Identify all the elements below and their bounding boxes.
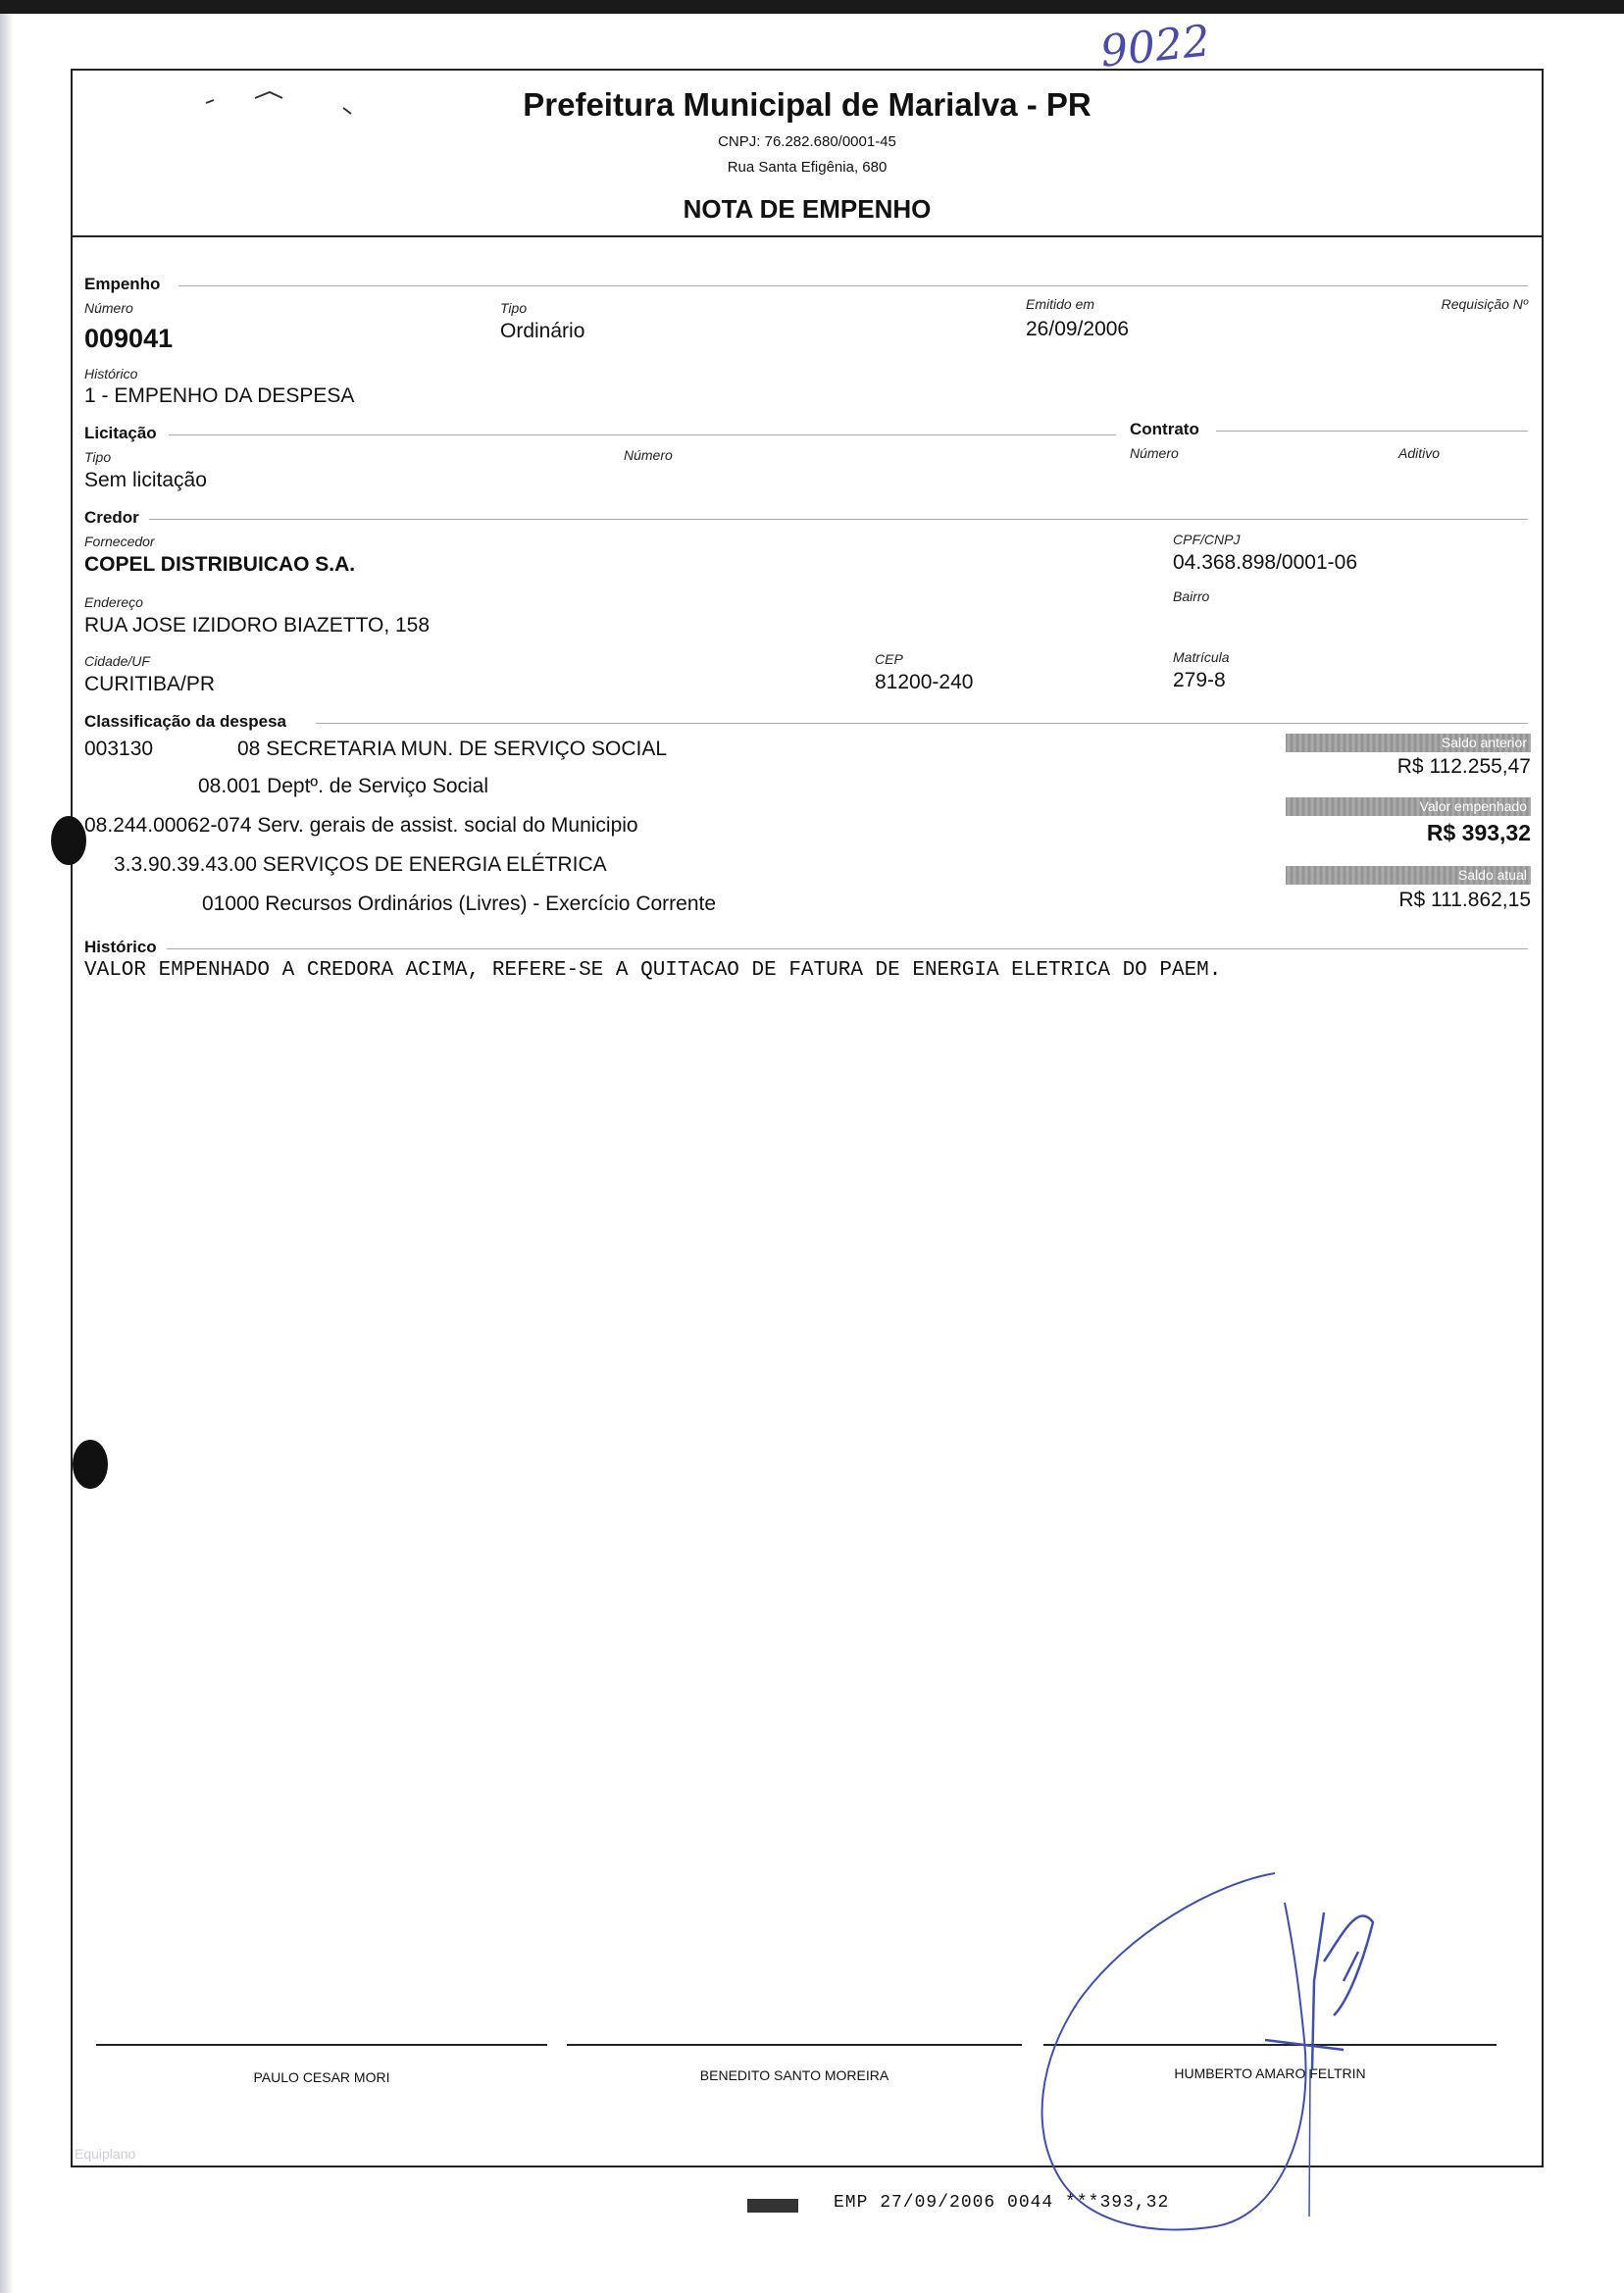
classificacao-unidade: 08.001 Deptº. de Serviço Social — [198, 775, 489, 797]
classificacao-elemento: 3.3.90.39.43.00 SERVIÇOS DE ENERGIA ELÉTRICA — [114, 853, 607, 876]
classificacao-recurso: 01000 Recursos Ordinários (Livres) - Exercício Corrente — [202, 892, 717, 915]
signature-line — [567, 2044, 1022, 2046]
fornecedor-name: COPEL DISTRIBUICAO S.A. — [84, 553, 356, 576]
section-rule — [178, 285, 1528, 286]
section-historico: Histórico — [84, 938, 157, 956]
classificacao-funcional: 08.244.00062-074 Serv. gerais de assist. social do Municipio — [84, 814, 638, 837]
empenho-tipo: Ordinário — [500, 320, 585, 342]
empenho-numero-label: Número — [84, 300, 133, 316]
saldo-atual-label: Saldo atual — [1286, 866, 1531, 885]
section-credor: Credor — [84, 508, 139, 527]
section-rule — [149, 519, 1528, 520]
classificacao-code: 003130 — [84, 738, 154, 760]
matricula-label: Matrícula — [1173, 649, 1230, 665]
header-divider — [71, 235, 1544, 237]
bairro-label: Bairro — [1173, 588, 1210, 604]
empenho-tipo-label: Tipo — [500, 300, 528, 316]
signatory-3: HUMBERTO AMARO FELTRIN — [1174, 2065, 1366, 2081]
valor-empenhado-value: R$ 393,32 — [1426, 820, 1531, 845]
cnpj-label: CPF/CNPJ — [1173, 532, 1241, 547]
emitido-date: 26/09/2006 — [1026, 318, 1130, 340]
contrato-aditivo-label: Aditivo — [1398, 445, 1441, 461]
municipality-address: Rua Santa Efigênia, 680 — [727, 159, 888, 176]
document-title: NOTA DE EMPENHO — [683, 194, 932, 224]
credor-cnpj: 04.368.898/0001-06 — [1173, 551, 1358, 574]
section-empenho: Empenho — [84, 275, 161, 293]
handwritten-signature — [1020, 1844, 1393, 2246]
signatory-2: BENEDITO SANTO MOREIRA — [699, 2067, 889, 2083]
bank-authentication-stamp: EMP 27/09/2006 0044 ***393,32 — [834, 2193, 1170, 2213]
licitacao-numero-label: Número — [624, 447, 673, 463]
section-licitacao: Licitação — [84, 424, 157, 442]
cidade-label: Cidade/UF — [84, 653, 150, 669]
historico-text: VALOR EMPENHADO A CREDORA ACIMA, REFERE-SE A QUITACAO DE FATURA DE ENERGIA ELETRICA DO PAEM. — [84, 959, 1222, 982]
stamp-mark — [747, 2199, 798, 2213]
section-rule — [169, 434, 1116, 435]
empenho-numero: 009041 — [84, 324, 174, 353]
cep-label: CEP — [875, 651, 903, 667]
punch-hole — [51, 816, 86, 865]
requisicao-label: Requisição Nº — [1441, 296, 1528, 312]
contrato-numero-label: Número — [1130, 445, 1179, 461]
signature-line — [96, 2044, 547, 2046]
saldo-anterior-value: R$ 112.255,47 — [1396, 755, 1531, 778]
valor-empenhado-label: Valor empenhado — [1286, 797, 1531, 816]
section-rule — [316, 723, 1528, 724]
credor-cidade: CURITIBA/PR — [84, 673, 216, 695]
credor-endereco: RUA JOSE IZIDORO BIAZETTO, 158 — [84, 614, 431, 637]
section-classificacao: Classificação da despesa — [84, 712, 287, 731]
historico-label: Histórico — [84, 366, 138, 382]
scan-top-band — [0, 0, 1624, 14]
handwritten-page-number: 9022 — [1097, 16, 1213, 77]
software-watermark: Equiplano — [75, 2146, 136, 2162]
emitido-label: Emitido em — [1026, 296, 1095, 312]
fornecedor-label: Fornecedor — [84, 534, 155, 549]
scan-left-edge — [0, 14, 14, 2293]
endereco-label: Endereço — [84, 594, 143, 610]
credor-cep: 81200-240 — [875, 671, 974, 693]
empenho-historico: 1 - EMPENHO DA DESPESA — [84, 384, 355, 407]
section-rule — [1216, 431, 1528, 432]
municipality-cnpj: CNPJ: 76.282.680/0001-45 — [718, 133, 896, 150]
credor-matricula: 279-8 — [1173, 669, 1226, 691]
classificacao-orgao: 08 SECRETARIA MUN. DE SERVIÇO SOCIAL — [237, 738, 668, 760]
section-rule — [167, 948, 1528, 949]
municipality-title: Prefeitura Municipal de Marialva - PR — [523, 86, 1091, 123]
licitacao-tipo-label: Tipo — [84, 449, 112, 465]
punch-hole — [73, 1440, 108, 1489]
saldo-anterior-label: Saldo anterior — [1286, 734, 1531, 752]
saldo-atual-value: R$ 111.862,15 — [1398, 889, 1531, 911]
section-contrato: Contrato — [1130, 420, 1199, 438]
signatory-1: PAULO CESAR MORI — [253, 2069, 390, 2085]
licitacao-tipo: Sem licitação — [84, 469, 207, 491]
